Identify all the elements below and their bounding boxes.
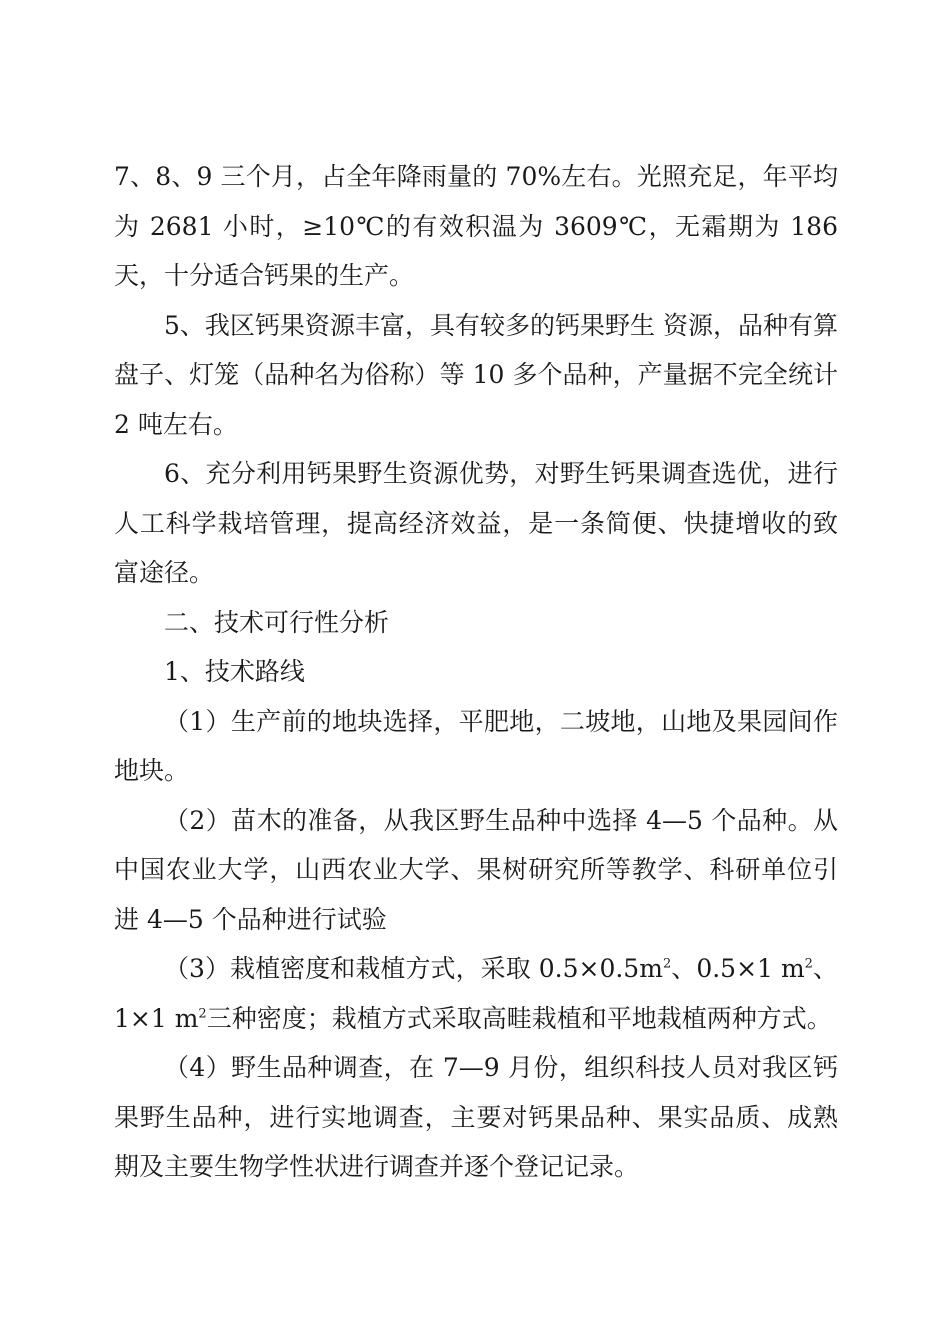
paragraph-step-2: （2）苗木的准备，从我区野生品种中选择 4—5 个品种。从中国农业大学，山西农业大学、果树研究所等教学、科研单位引进 4—5 个品种进行试验 [114, 805, 838, 934]
document-body [114, 152, 838, 1192]
superscript-2: 2 [804, 956, 813, 972]
superscript-2: 2 [198, 1006, 207, 1022]
paragraph-item-6: 6、充分利用钙果野生资源优势，对野生钙果调查选优，进行人工科学栽培管理，提高经济效益，是一条简便、快捷增收的致富途径。 [114, 459, 838, 587]
paragraph-step-4: （4）野生品种调查，在 7—9 月份，组织科技人员对我区钙果野生品种，进行实地调查，主要对钙果品种、果实品质、成熟期及主要生物学性状进行调查并逐个登记记录。 [114, 1053, 838, 1181]
step-3-text-a: （3）栽植密度和栽植方式，采取 0.5×0.5m [164, 954, 663, 983]
superscript-2: 2 [662, 956, 672, 972]
paragraph-step-3 [114, 944, 838, 1043]
section-heading-technical-feasibility: 二、技术可行性分析 [164, 607, 390, 637]
step-3-text-c: 、1×1 m [114, 954, 838, 1033]
subsection-heading-technical-route: 1、技术路线 [164, 657, 305, 686]
paragraph-item-5: 5、我区钙果资源丰富，具有较多的钙果野生 资源，品种有算盘子、灯笼（品种名为俗称）等 10 多个品种，产量据不完全统计 2 吨左右。 [114, 310, 838, 439]
step-3-text-b: 、0.5×1 m [671, 954, 805, 983]
paragraph-climate-continued: 7、8、9 三个月，占全年降雨量的 70%左右。光照充足，年平均为 2681 小时，≥10℃的有效积温为 3609℃，无霜期为 186 天，十分适合钙果的生产。 [114, 162, 838, 290]
paragraph-step-1: （1）生产前的地块选择，平肥地，二坡地，山地及果园间作地块。 [114, 706, 838, 785]
step-3-text-d: 三种密度；栽植方式采取高畦栽植和平地栽植两种方式。 [206, 1003, 832, 1033]
